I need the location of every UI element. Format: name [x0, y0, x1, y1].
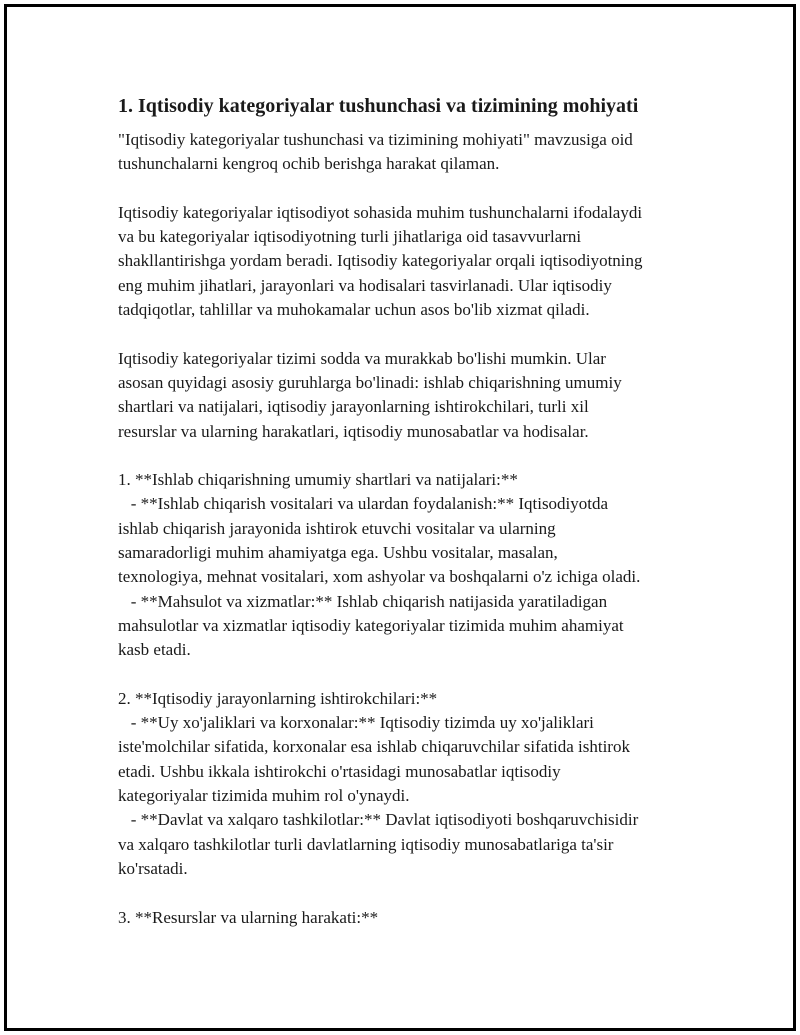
paragraph-gap	[118, 881, 698, 905]
text-line: "Iqtisodiy kategoriyalar tushunchasi va tizimining mohiyati" mavzusiga oid	[118, 130, 633, 149]
text-line: mahsulotlar va xizmatlar iqtisodiy kategoriyalar tizimida muhim ahamiyat	[118, 615, 624, 635]
text-line: shartlari va natijalari, iqtisodiy jarayonlarning ishtirokchilari, turli xil	[118, 397, 589, 417]
list-section-1	[118, 468, 698, 662]
list-heading: 1. **Ishlab chiqarishning umumiy shartlari va natijalari:**	[118, 470, 518, 490]
text-line: - **Uy xo'jaliklari va korxonalar:** Iqtisodiy tizimda uy xo'jaliklari	[118, 713, 594, 733]
paragraph-system	[118, 347, 698, 444]
paragraph-definition	[118, 201, 698, 322]
text-line: samaradorligi muhim ahamiyatga ega. Ushbu vositalar, masalan,	[118, 543, 558, 563]
paragraph-intro	[118, 128, 698, 177]
text-line: va xalqaro tashkilotlar turli davlatlarning iqtisodiy munosabatlariga ta'sir	[118, 834, 614, 854]
text-line: - **Davlat va xalqaro tashkilotlar:** Davlat iqtisodiyoti boshqaruvchisidir	[118, 810, 639, 830]
text-line: tushunchalarni kengroq ochib berishga harakat qilaman.	[118, 154, 500, 174]
list-section-3	[118, 906, 698, 930]
text-line: kasb etadi.	[118, 640, 191, 660]
text-line: resurslar va ularning harakatlari, iqtisodiy munosabatlar va hodisalar.	[118, 421, 589, 441]
text-line: Iqtisodiy kategoriyalar iqtisodiyot sohasida muhim tushunchalarni ifodalaydi	[118, 202, 643, 222]
paragraph-gap	[118, 322, 698, 346]
text-line: etadi. Ushbu ikkala ishtirokchi o'rtasidagi munosabatlar iqtisodiy	[118, 761, 561, 781]
text-line: ishlab chiqarish jarayonida ishtirok etuvchi vositalar va ularning	[118, 518, 556, 538]
document-title: 1. Iqtisodiy kategoriyalar tushunchasi va tizimining mohiyati	[118, 95, 639, 117]
text-line: tadqiqotlar, tahlillar va muhokamalar uchun asos bo'lib xizmat qiladi.	[118, 300, 590, 320]
list-heading: 2. **Iqtisodiy jarayonlarning ishtirokchilari:**	[118, 688, 438, 708]
text-line: va bu kategoriyalar iqtisodiyotning turli jihatlariga oid tasavvurlarni	[118, 227, 582, 247]
text-line: asosan quyidagi asosiy guruhlarga bo'linadi: ishlab chiqarishning umumiy	[118, 372, 622, 392]
text-line: Iqtisodiy kategoriyalar tizimi sodda va murakkab bo'lishi mumkin. Ular	[118, 348, 606, 368]
paragraph-gap	[118, 444, 698, 468]
document-content	[118, 92, 698, 930]
text-line: eng muhim jihatlari, jarayonlari va hodisalari tasvirlanadi. Ular iqtisodiy	[118, 275, 612, 295]
text-line: iste'molchilar sifatida, korxonalar esa ishlab chiqaruvchilar sifatida ishtirok	[118, 737, 630, 757]
list-heading: 3. **Resurslar va ularning harakati:**	[118, 907, 379, 927]
text-line: shakllantirishga yordam beradi. Iqtisodiy kategoriyalar orqali iqtisodiyotning	[118, 251, 643, 271]
text-line: texnologiya, mehnat vositalari, xom ashyolar va boshqalarni o'z ichiga oladi.	[118, 567, 641, 587]
paragraph-gap	[118, 663, 698, 687]
text-line: kategoriyalar tizimida muhim rol o'ynaydi.	[118, 786, 410, 806]
list-section-2	[118, 687, 698, 881]
text-line: - **Ishlab chiqarish vositalari va ulardan foydalanish:** Iqtisodiyotda	[118, 494, 609, 514]
paragraph-gap	[118, 177, 698, 201]
text-line: - **Mahsulot va xizmatlar:** Ishlab chiqarish natijasida yaratiladigan	[118, 591, 608, 611]
text-line: ko'rsatadi.	[118, 858, 188, 878]
